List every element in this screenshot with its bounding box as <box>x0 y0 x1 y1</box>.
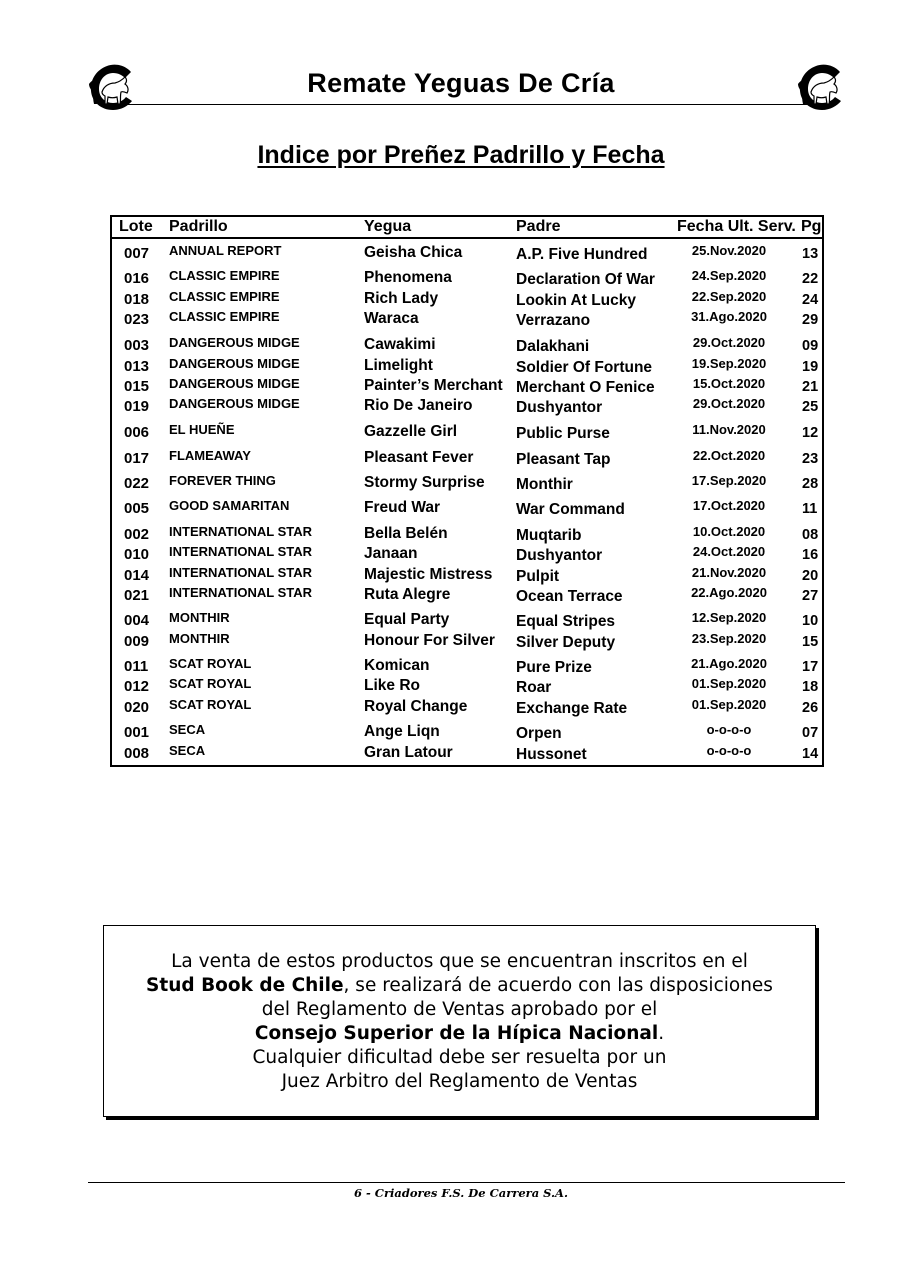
pg-cell: 11 <box>802 501 818 517</box>
yegua-cell: Geisha Chica <box>364 244 463 261</box>
table-row <box>112 473 822 493</box>
table-row <box>112 422 822 442</box>
pg-cell: 20 <box>802 568 819 584</box>
fecha-cell: 22.Ago.2020 <box>691 585 767 600</box>
padre-cell: Verrazano <box>516 312 591 329</box>
padrillo-cell: MONTHIR <box>169 631 230 646</box>
table-row <box>112 376 822 396</box>
column-header-pg: Pg <box>801 218 822 235</box>
yegua-cell: Honour For Silver <box>364 632 495 649</box>
yegua-cell: Phenomena <box>364 269 452 286</box>
pg-cell: 26 <box>802 700 819 716</box>
padre-cell: Declaration Of War <box>516 271 655 288</box>
padrillo-cell: DANGEROUS MIDGE <box>169 396 300 411</box>
column-header-padrillo: Padrillo <box>169 218 228 235</box>
fecha-cell: 23.Sep.2020 <box>691 631 767 646</box>
fecha-cell: 01.Sep.2020 <box>691 676 767 691</box>
table-row <box>112 448 822 468</box>
padre-cell: Merchant O Fenice <box>516 379 655 396</box>
page-footer: 6 - Criadores F.S. De Carrera S.A. <box>354 1186 568 1200</box>
padre-cell: Orpen <box>516 725 562 742</box>
notice-line-4-text: . <box>658 1023 665 1044</box>
lote-cell: 015 <box>124 378 150 395</box>
yegua-cell: Bella Belén <box>364 525 448 542</box>
lote-cell: 022 <box>124 475 150 492</box>
yegua-cell: Rich Lady <box>364 290 439 307</box>
padrillo-cell: FLAMEAWAY <box>169 448 251 463</box>
fecha-cell: 19.Sep.2020 <box>691 356 767 371</box>
table-row <box>112 610 822 630</box>
fecha-cell: 21.Nov.2020 <box>691 565 767 580</box>
fecha-cell: 12.Sep.2020 <box>691 610 767 625</box>
table-row <box>112 289 822 309</box>
notice-line-3: del Reglamento de Ventas aprobado por el <box>261 999 658 1020</box>
yegua-cell: Royal Change <box>364 698 468 715</box>
yegua-cell: Ruta Alegre <box>364 586 451 603</box>
pg-cell: 18 <box>802 679 819 695</box>
padre-cell: Monthir <box>516 476 573 493</box>
padrillo-cell: CLASSIC EMPIRE <box>169 309 280 324</box>
yegua-cell: Cawakimi <box>364 336 436 353</box>
lote-cell: 006 <box>124 424 150 441</box>
padre-cell: Hussonet <box>516 746 587 763</box>
lote-cell: 023 <box>124 311 150 328</box>
column-header-padre: Padre <box>516 218 561 235</box>
padrillo-cell: DANGEROUS MIDGE <box>169 356 300 371</box>
table-row <box>112 309 822 329</box>
padre-cell: Ocean Terrace <box>516 588 623 605</box>
pg-cell: 21 <box>802 379 819 395</box>
lote-cell: 005 <box>124 500 150 517</box>
yegua-cell: Painter’s Merchant <box>364 377 503 394</box>
fecha-cell: 10.Oct.2020 <box>692 524 766 539</box>
lote-cell: 002 <box>124 526 150 543</box>
table-header-row <box>112 217 822 239</box>
padre-cell: Public Purse <box>516 425 610 442</box>
notice-line-5: Cualquier dificultad debe ser resuelta por un <box>252 1047 667 1068</box>
fecha-cell: 17.Oct.2020 <box>692 498 766 513</box>
fecha-cell: 21.Ago.2020 <box>691 656 767 671</box>
lote-cell: 010 <box>124 546 150 563</box>
padrillo-cell: SCAT ROYAL <box>169 656 252 671</box>
table-row <box>112 697 822 717</box>
fecha-cell: o-o-o-o <box>706 722 752 737</box>
lote-cell: 014 <box>124 567 150 584</box>
padrillo-cell: SCAT ROYAL <box>169 676 252 691</box>
pg-cell: 15 <box>802 634 819 650</box>
table-row <box>112 498 822 518</box>
padre-cell: Roar <box>516 679 552 696</box>
fecha-cell: 15.Oct.2020 <box>692 376 766 391</box>
padrillo-cell: ANNUAL REPORT <box>169 243 282 258</box>
padre-cell: Pulpit <box>516 568 560 585</box>
yegua-cell: Majestic Mistress <box>364 566 493 583</box>
table-row <box>112 585 822 605</box>
padrillo-cell: GOOD SAMARITAN <box>169 498 290 513</box>
padre-cell: A.P. Five Hundred <box>516 246 648 263</box>
index-table <box>110 215 824 767</box>
padrillo-cell: SECA <box>169 743 206 758</box>
lote-cell: 001 <box>124 724 150 741</box>
pg-cell: 16 <box>802 547 819 563</box>
fecha-cell: 29.Oct.2020 <box>692 335 766 350</box>
header-title: Remate Yeguas De Cría <box>307 68 615 98</box>
pg-cell: 29 <box>802 312 819 328</box>
pg-cell: 09 <box>802 338 819 354</box>
fecha-cell: 11.Nov.2020 <box>692 422 766 437</box>
yegua-cell: Ange Liqn <box>364 723 440 740</box>
yegua-cell: Equal Party <box>364 611 450 628</box>
notice-line-2-text: , se realizará de acuerdo con las disposiciones <box>343 975 773 996</box>
column-header-fecha: Fecha Ult. Serv. <box>677 218 796 235</box>
yegua-cell: Komican <box>364 657 430 674</box>
lote-cell: 017 <box>124 450 150 467</box>
lote-cell: 008 <box>124 745 150 762</box>
pg-cell: 25 <box>802 399 819 415</box>
fecha-cell: 24.Oct.2020 <box>692 544 766 559</box>
footer-divider <box>88 1182 845 1183</box>
yegua-cell: Stormy Surprise <box>364 474 485 491</box>
pg-cell: 13 <box>802 246 819 262</box>
lote-cell: 018 <box>124 291 150 308</box>
padre-cell: Dalakhani <box>516 338 590 355</box>
pg-cell: 12 <box>802 425 819 441</box>
padrillo-cell: EL HUEÑE <box>169 422 235 437</box>
pg-cell: 10 <box>802 613 819 629</box>
padre-cell: Soldier Of Fortune <box>516 359 653 376</box>
yegua-cell: Pleasant Fever <box>364 449 474 466</box>
lote-cell: 012 <box>124 678 150 695</box>
padrillo-cell: INTERNATIONAL STAR <box>169 544 312 559</box>
padrillo-cell: INTERNATIONAL STAR <box>169 565 312 580</box>
padrillo-cell: CLASSIC EMPIRE <box>169 289 280 304</box>
table-row <box>112 335 822 355</box>
pg-cell: 14 <box>802 746 819 762</box>
lote-cell: 016 <box>124 270 150 287</box>
fecha-cell: 22.Sep.2020 <box>691 289 767 304</box>
fecha-cell: o-o-o-o <box>706 743 752 758</box>
table-row <box>112 356 822 376</box>
padre-cell: Lookin At Lucky <box>516 292 636 309</box>
pg-cell: 22 <box>802 271 819 287</box>
table-row <box>112 396 822 416</box>
table-row <box>112 743 822 763</box>
pg-cell: 28 <box>802 476 819 492</box>
sale-notice-box <box>103 925 816 1117</box>
lote-cell: 007 <box>124 245 150 262</box>
table-row <box>112 631 822 651</box>
padrillo-cell: DANGEROUS MIDGE <box>169 376 300 391</box>
notice-line-6: Juez Arbitro del Reglamento de Ventas <box>281 1071 638 1092</box>
lote-cell: 003 <box>124 337 150 354</box>
fecha-cell: 29.Oct.2020 <box>692 396 766 411</box>
table-row <box>112 676 822 696</box>
table-row <box>112 565 822 585</box>
padre-cell: Silver Deputy <box>516 634 616 651</box>
notice-line-1: La venta de estos productos que se encuentran inscritos en el <box>171 951 748 972</box>
padre-cell: Dushyantor <box>516 399 603 416</box>
lote-cell: 019 <box>124 398 150 415</box>
pg-cell: 27 <box>802 588 819 604</box>
padre-cell: War Command <box>516 501 625 518</box>
padre-cell: Pure Prize <box>516 659 592 676</box>
padre-cell: Pleasant Tap <box>516 451 611 468</box>
padre-cell: Dushyantor <box>516 547 603 564</box>
fecha-cell: 17.Sep.2020 <box>691 473 767 488</box>
column-header-lote: Lote <box>119 218 153 235</box>
table-row <box>112 656 822 676</box>
notice-line-4 <box>104 1022 815 1046</box>
fecha-cell: 22.Oct.2020 <box>692 448 766 463</box>
yegua-cell: Janaan <box>364 545 418 562</box>
lote-cell: 011 <box>124 658 149 675</box>
column-header-yegua: Yegua <box>364 218 412 235</box>
yegua-cell: Gran Latour <box>364 744 453 761</box>
yegua-cell: Freud War <box>364 499 441 516</box>
table-row <box>112 524 822 544</box>
lote-cell: 021 <box>124 587 150 604</box>
padrillo-cell: CLASSIC EMPIRE <box>169 268 280 283</box>
pg-cell: 17 <box>802 659 819 675</box>
fecha-cell: 25.Nov.2020 <box>691 243 767 258</box>
lote-cell: 020 <box>124 699 150 716</box>
padrillo-cell: DANGEROUS MIDGE <box>169 335 300 350</box>
padrillo-cell: MONTHIR <box>169 610 230 625</box>
fecha-cell: 01.Sep.2020 <box>691 697 767 712</box>
yegua-cell: Limelight <box>364 357 433 374</box>
padre-cell: Muqtarib <box>516 527 582 544</box>
yegua-cell: Like Ro <box>364 677 420 694</box>
yegua-cell: Rio De Janeiro <box>364 397 473 414</box>
table-row <box>112 268 822 288</box>
council-name: Consejo Superior de la Hípica Nacional <box>254 1023 659 1044</box>
pg-cell: 19 <box>802 359 819 375</box>
padrillo-cell: SECA <box>169 722 206 737</box>
padre-cell: Equal Stripes <box>516 613 616 630</box>
pg-cell: 24 <box>802 292 819 308</box>
yegua-cell: Waraca <box>364 310 419 327</box>
table-row <box>112 243 822 263</box>
header-divider <box>113 104 825 105</box>
padre-cell: Exchange Rate <box>516 700 628 717</box>
padrillo-cell: INTERNATIONAL STAR <box>169 524 312 539</box>
lote-cell: 013 <box>124 358 150 375</box>
notice-line-2 <box>104 974 815 998</box>
stud-book-name: Stud Book de Chile <box>146 975 344 996</box>
pg-cell: 23 <box>802 451 819 467</box>
yegua-cell: Gazzelle Girl <box>364 423 458 440</box>
table-row <box>112 544 822 564</box>
lote-cell: 004 <box>124 612 150 629</box>
fecha-cell: 31.Ago.2020 <box>691 309 767 324</box>
table-row <box>112 722 822 742</box>
lote-cell: 009 <box>124 633 150 650</box>
pg-cell: 08 <box>802 527 819 543</box>
fecha-cell: 24.Sep.2020 <box>691 268 767 283</box>
pg-cell: 07 <box>802 725 819 741</box>
padrillo-cell: FOREVER THING <box>169 473 276 488</box>
padrillo-cell: INTERNATIONAL STAR <box>169 585 312 600</box>
index-title: Indice por Preñez Padrillo y Fecha <box>257 141 665 169</box>
padrillo-cell: SCAT ROYAL <box>169 697 252 712</box>
